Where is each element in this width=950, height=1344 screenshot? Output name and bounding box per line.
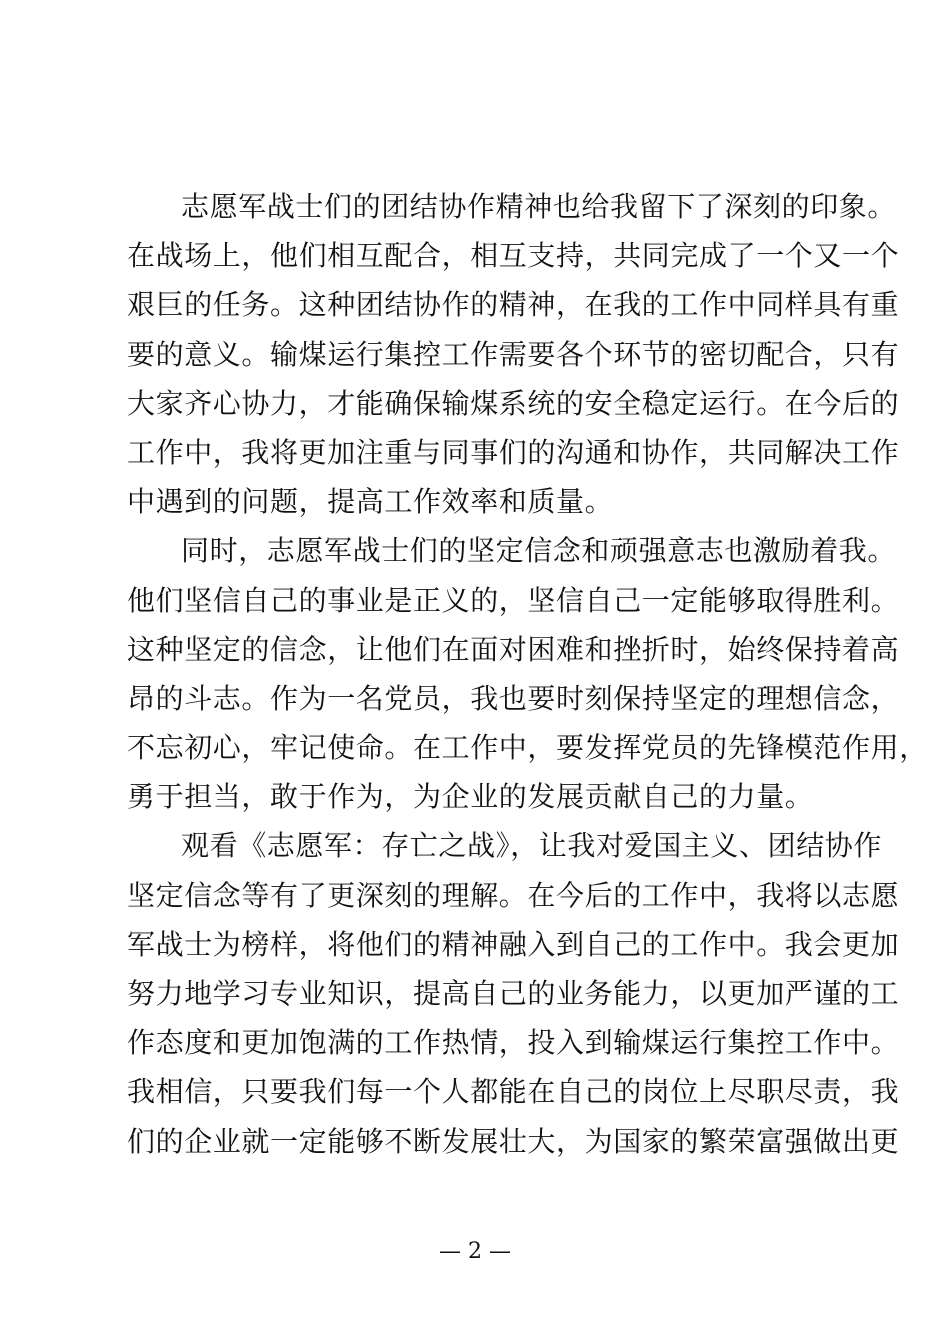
text-line: 工作中，我将更加注重与同事们的沟通和协作，共同解决工作 bbox=[127, 435, 900, 469]
text-line: 勇于担当，敢于作为，为企业的发展贡献自己的力量。 bbox=[127, 780, 814, 814]
text-line: 我相信，只要我们每一个人都能在自己的岗位上尽职尽责，我 bbox=[127, 1075, 900, 1109]
text-line: 同时，志愿军战士们的坚定信念和顽强意志也激励着我。 bbox=[181, 534, 897, 568]
text-line: 昂的斗志。作为一名党员，我也要时刻保持坚定的理想信念， bbox=[127, 681, 900, 715]
text-line: 在战场上，他们相互配合，相互支持，共同完成了一个又一个 bbox=[127, 239, 900, 273]
text-line: 志愿军战士们的团结协作精神也给我留下了深刻的印象。 bbox=[181, 190, 897, 223]
page-number: — 2 — bbox=[439, 1239, 511, 1264]
text-line: 坚定信念等有了更深刻的理解。在今后的工作中，我将以志愿 bbox=[127, 878, 900, 912]
text-line: 艰巨的任务。这种团结协作的精神，在我的工作中同样具有重 bbox=[127, 288, 900, 322]
text-line: 军战士为榜样，将他们的精神融入到自己的工作中。我会更加 bbox=[127, 927, 900, 961]
paragraph-3 bbox=[127, 821, 900, 1165]
paragraph-1 bbox=[127, 182, 900, 526]
text-line: 不忘初心，牢记使命。在工作中，要发挥党员的先锋模范作用， bbox=[127, 731, 928, 765]
text-line: 努力地学习专业知识，提高自己的业务能力，以更加严谨的工 bbox=[127, 977, 900, 1010]
text-line: 他们坚信自己的事业是正义的，坚信自己一定能够取得胜利。 bbox=[127, 583, 900, 617]
text-line: 们的企业就一定能够不断发展壮大，为国家的繁荣富强做出更 bbox=[127, 1124, 900, 1158]
text-line: 大家齐心协力，才能确保输煤系统的安全稳定运行。在今后的 bbox=[127, 386, 900, 420]
text-line: 观看《志愿军：存亡之战》，让我对爱国主义、团结协作 bbox=[181, 829, 883, 863]
paragraph-2 bbox=[127, 526, 928, 821]
text-line: 要的意义。输煤运行集控工作需要各个环节的密切配合，只有 bbox=[127, 337, 900, 371]
text-line: 作态度和更加饱满的工作热情，投入到输煤运行集控工作中。 bbox=[127, 1026, 900, 1060]
text-line: 这种坚定的信念，让他们在面对困难和挫折时，始终保持着高 bbox=[127, 632, 900, 666]
text-line: 中遇到的问题，提高工作效率和质量。 bbox=[127, 485, 614, 519]
body-text bbox=[127, 182, 928, 1166]
